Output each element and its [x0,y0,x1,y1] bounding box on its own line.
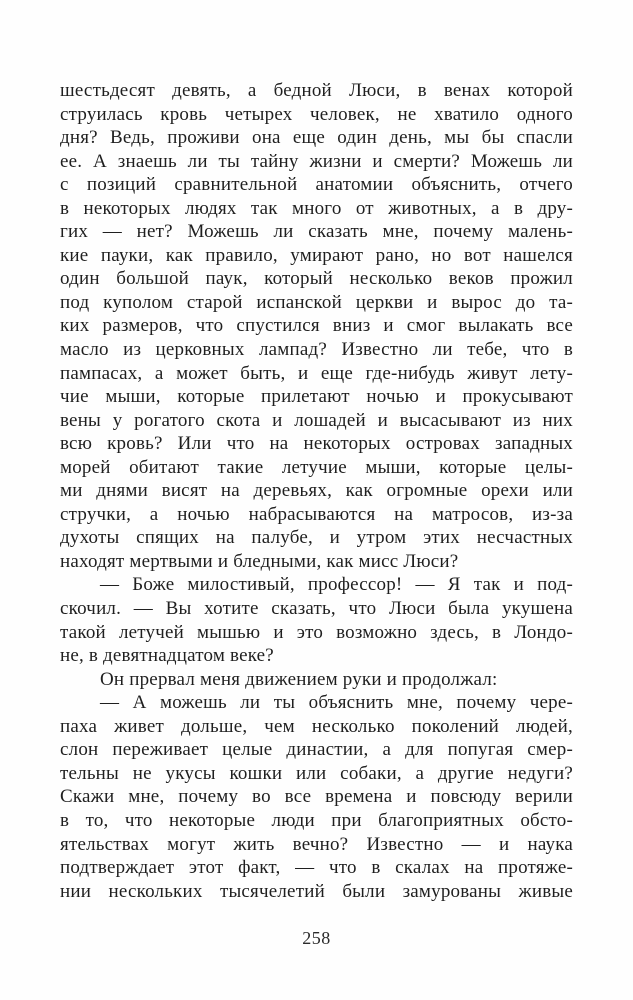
text-line: под куполом старой испанской церкви и вырос до та- [60,291,573,313]
text-line: масло из церковных лампад? Известно ли тебе, что в [60,339,573,361]
text-line: тельны не укусы кошки или собаки, а другие недуги? [60,762,573,784]
text-line: вены у рогатого скота и лошадей и высасывают из них [60,409,573,431]
text-line: гих — нет? Можешь ли сказать мне, почему малень- [60,221,573,243]
text-line: кие пауки, как правило, умирают рано, но вот нашелся [60,244,573,266]
text-line: ее. А знаешь ли ты тайну жизни и смерти? Можешь ли [60,150,573,172]
text-line: чие мыши, которые прилетают ночью и прокусывают [60,386,573,408]
text-line: нии нескольких тысячелетий были замурованы живые [60,880,573,902]
text-line: ятельствах могут жить вечно? Известно — и наука [60,833,573,855]
text-line: с позиций сравнительной анатомии объяснить, отчего [60,174,573,196]
page-text-block [60,79,573,903]
text-line: морей обитают такие летучие мыши, которые целы- [60,456,573,478]
text-line: струилась кровь четырех человек, не хватило одного [60,103,573,125]
text-line: духоты спящих на палубе, и утром этих несчастных [60,527,573,549]
text-line: — А можешь ли ты объяснить мне, почему чере- [100,692,573,714]
text-line: шестьдесят девять, а бедной Люси, в венах которой [60,80,573,101]
text-line: такой летучей мышью и это возможно здесь, в Лондо- [60,621,573,643]
text-line: находят мертвыми и бледными, как мисс Люси? [60,550,459,572]
text-line: в то, что некоторые люди при благоприятных обсто- [60,809,573,831]
text-line: пампасах, а может быть, и еще где-нибудь живут лету- [60,362,573,384]
text-line: — Боже милостивый, профессор! — Я так и под- [100,574,573,596]
text-line: стручки, а ночью набрасываются на матросов, из-за [60,503,573,525]
text-line: ких размеров, что спустился вниз и смог вылакать все [60,315,573,337]
text-line: всю кровь? Или что на некоторых островах западных [60,433,573,455]
text-line: ми днями висят на деревьях, как огромные орехи или [60,480,573,502]
text-line: подтверждает этот факт, — что в скалах на протяже- [60,857,573,879]
text-line: Он прервал меня движением руки и продолжал: [100,668,498,690]
text-line: паха живет дольше, чем несколько поколений людей, [60,715,573,737]
text-line: дня? Ведь, проживи она еще один день, мы бы спасли [60,127,573,149]
text-line: не, в девятнадцатом веке? [60,645,274,667]
page-number: 258 [302,928,331,948]
text-line: один большой паук, который несколько веков прожил [60,268,573,290]
text-line: скочил. — Вы хотите сказать, что Люси была укушена [60,598,573,620]
text-line: Скажи мне, почему во все времена и повсюду верили [60,786,573,808]
text-line: в некоторых людях так много от животных, а в дру- [60,197,573,219]
text-line: слон переживает целые династии, а для попугая смер- [60,739,573,761]
